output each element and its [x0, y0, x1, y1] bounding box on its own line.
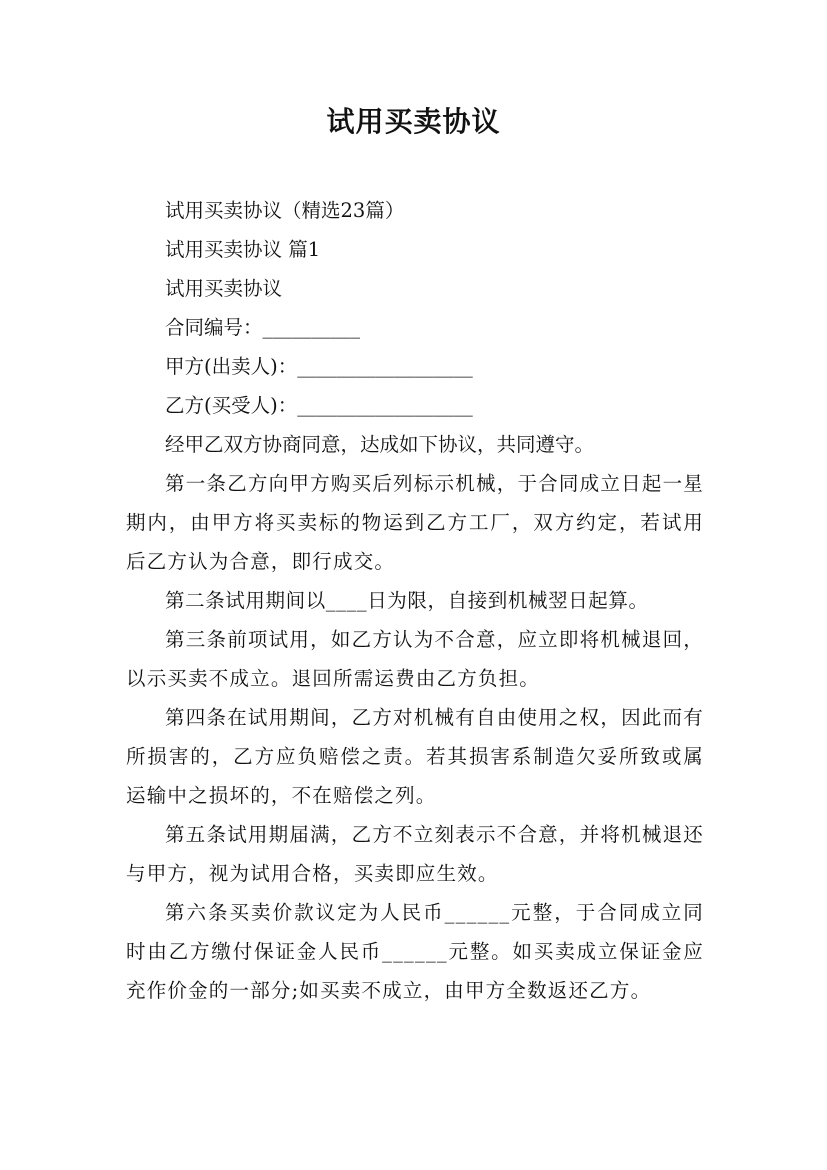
section-heading: 试用买卖协议 篇1: [165, 238, 321, 261]
party-b-field: 乙方(买受人)：__________________: [165, 394, 473, 417]
article-4: 第四条在试用期间，乙方对机械有自由使用之权，因此而有所损害的，乙方应负赔偿之责。若其损害系制造欠妥所致或属运输中之损坏的，不在赔偿之列。: [126, 706, 704, 807]
contract-number-field: 合同编号：__________: [165, 316, 361, 339]
article-6: 第六条买卖价款议定为人民币______元整，于合同成立同时由乙方缴付保证金人民币______元整。如买卖成立保证金应充作价金的一部分;如买卖不成立，由甲方全数返还乙方。: [126, 901, 704, 1002]
subtitle-line: 试用买卖协议（精选23篇）: [165, 199, 405, 222]
article-2: 第二条试用期间以____日为限，自接到机械翌日起算。: [165, 589, 649, 612]
article-3: 第三条前项试用，如乙方认为不合意，应立即将机械退回，以示买卖不成立。退回所需运费由乙方负担。: [126, 628, 704, 690]
article-1: 第一条乙方向甲方购买后列标示机械，于合同成立日起一星期内，由甲方将买卖标的物运到乙方工厂，双方约定，若试用后乙方认为合意，即行成交。: [126, 472, 704, 573]
party-a-field: 甲方(出卖人)：__________________: [165, 355, 473, 378]
document-title: 试用买卖协议: [326, 105, 501, 138]
agreement-intro: 经甲乙双方协商同意，达成如下协议，共同遵守。: [165, 433, 595, 456]
article-5: 第五条试用期届满，乙方不立刻表示不合意，并将机械退还与甲方，视为试用合格，买卖即应生效。: [126, 823, 704, 885]
document-body: [126, 191, 704, 1010]
agreement-name: 试用买卖协议: [165, 277, 283, 300]
